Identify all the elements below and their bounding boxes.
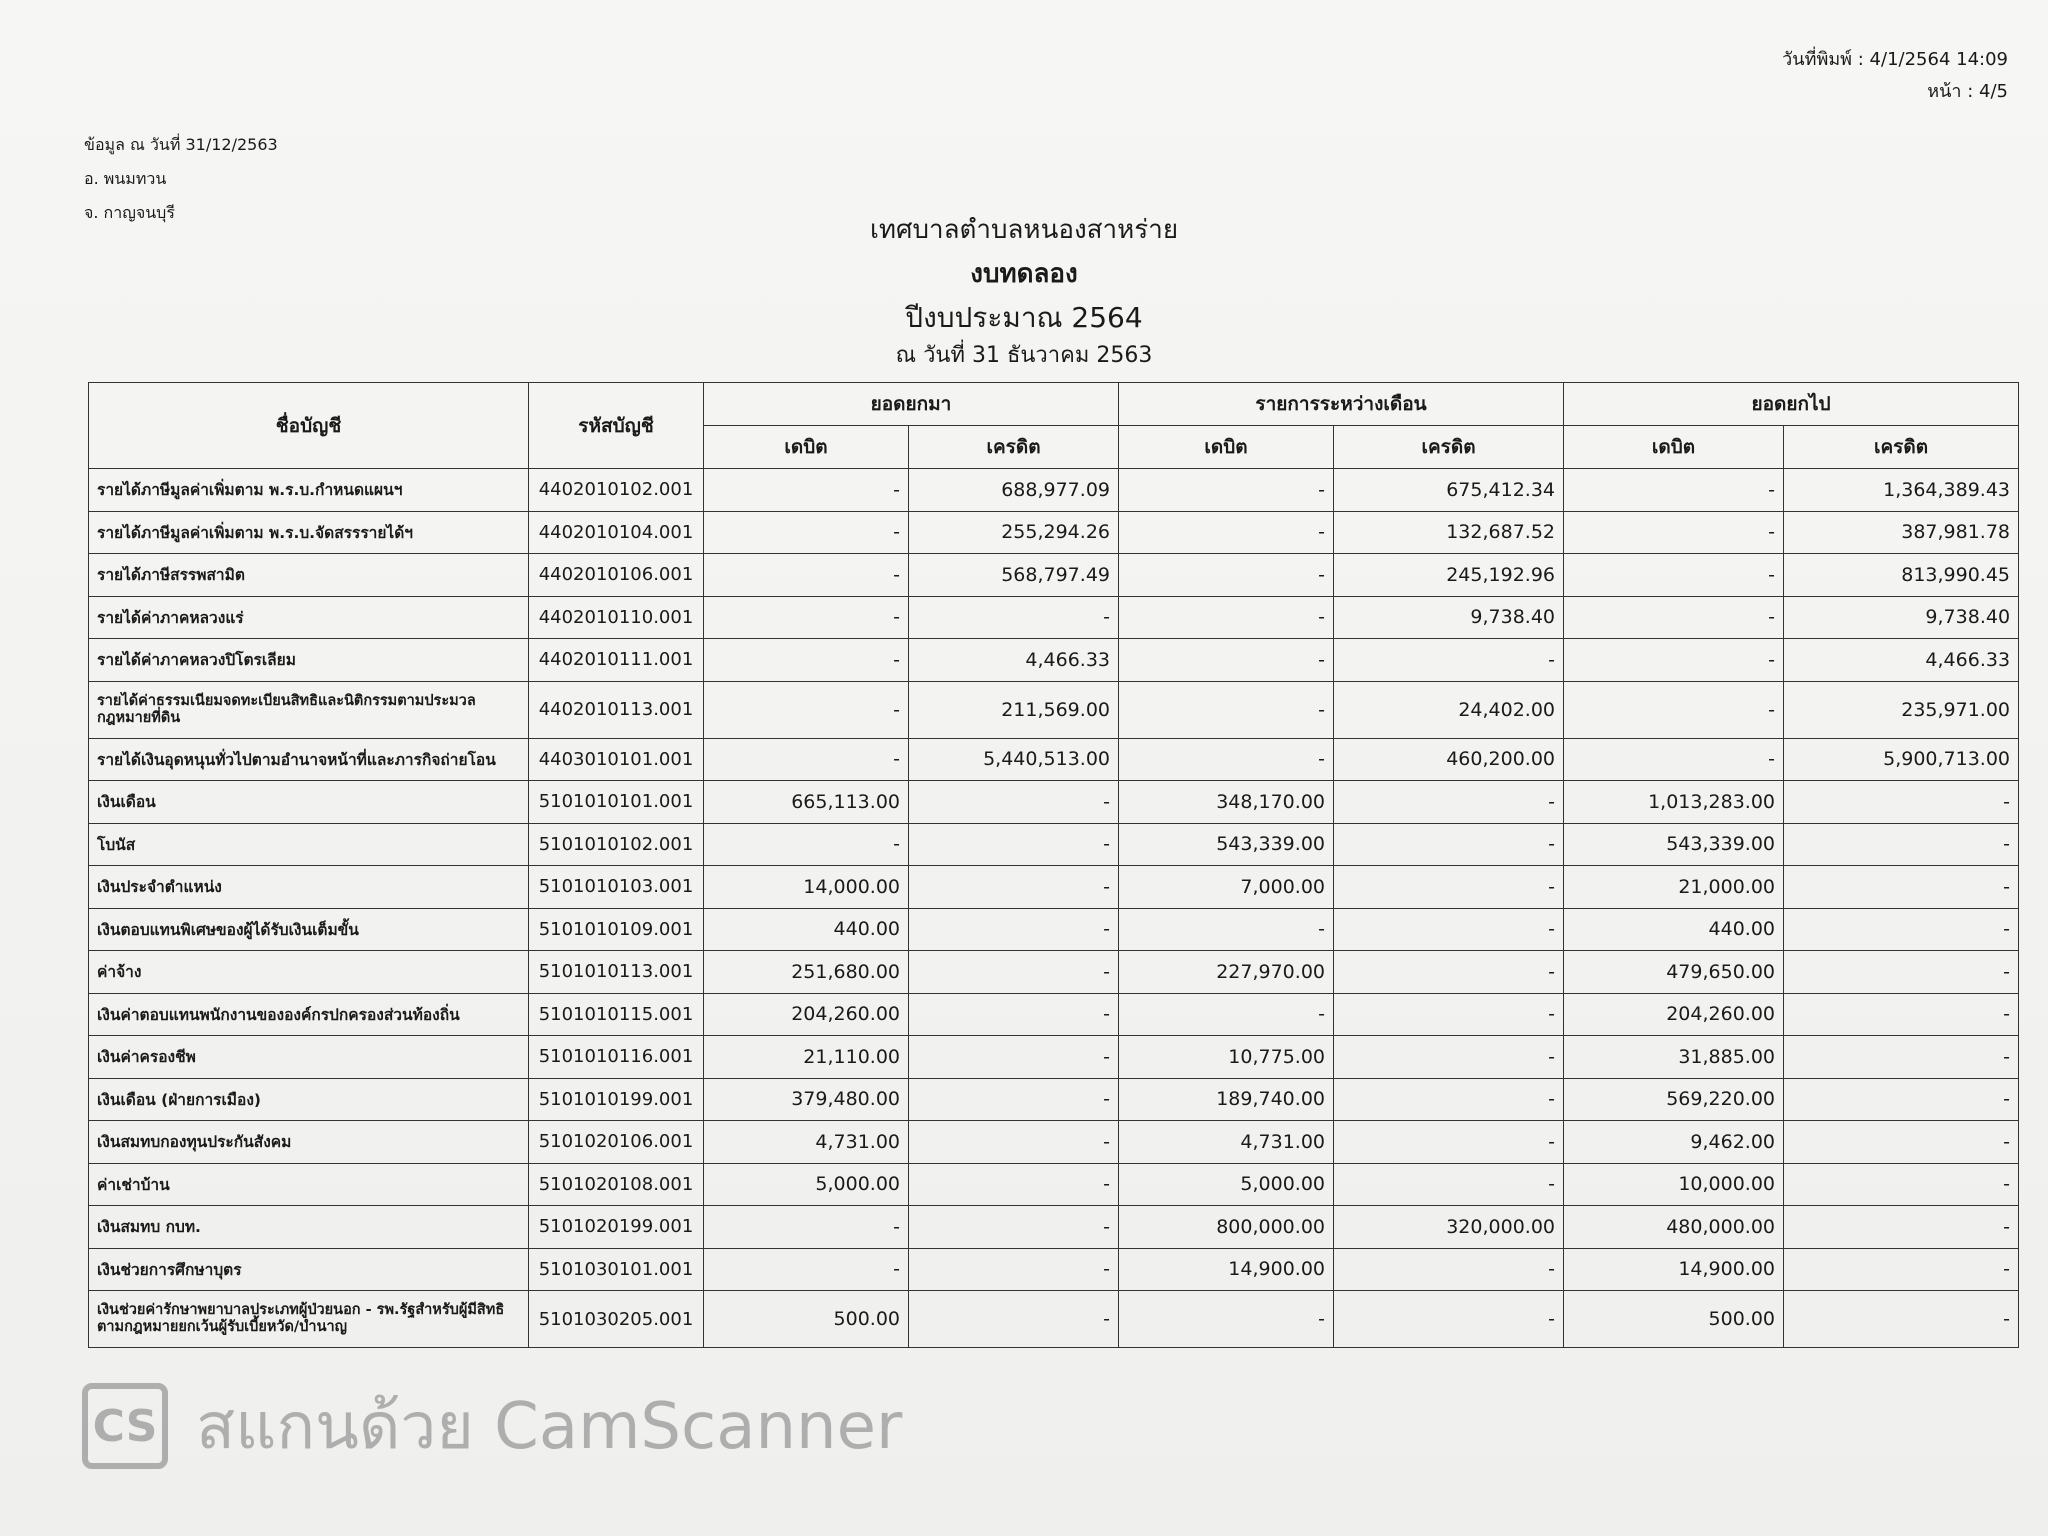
header-bf-credit: เครดิต bbox=[909, 426, 1119, 469]
month-debit-cell: 14,900.00 bbox=[1119, 1248, 1334, 1291]
cf-debit-cell: 14,900.00 bbox=[1564, 1248, 1784, 1291]
table-row bbox=[89, 866, 2019, 909]
cf-debit-cell: - bbox=[1564, 681, 1784, 738]
month-debit-cell: 800,000.00 bbox=[1119, 1206, 1334, 1249]
cf-credit-cell: - bbox=[1784, 1163, 2019, 1206]
cf-credit-cell: 813,990.45 bbox=[1784, 554, 2019, 597]
month-credit-cell: - bbox=[1334, 1078, 1564, 1121]
fiscal-year: ปีงบประมาณ 2564 bbox=[905, 301, 1143, 334]
cf-credit-cell: - bbox=[1784, 1121, 2019, 1164]
month-credit-cell: - bbox=[1334, 908, 1564, 951]
table-row bbox=[89, 1248, 2019, 1291]
cf-credit-cell: - bbox=[1784, 866, 2019, 909]
bf-debit-cell: - bbox=[704, 554, 909, 597]
account-code-cell: 5101010101.001 bbox=[529, 781, 704, 824]
month-credit-cell: - bbox=[1334, 1291, 1564, 1348]
month-debit-cell: - bbox=[1119, 511, 1334, 554]
month-credit-cell: 9,738.40 bbox=[1334, 596, 1564, 639]
table-row bbox=[89, 1036, 2019, 1079]
cf-credit-cell: - bbox=[1784, 951, 2019, 994]
table-row bbox=[89, 908, 2019, 951]
page-number: หน้า : 4/5 bbox=[1927, 81, 2008, 102]
account-name-cell: เงินช่วยการศึกษาบุตร bbox=[89, 1248, 529, 1291]
account-name-cell: เงินตอบแทนพิเศษของผู้ได้รับเงินเต็มขั้น bbox=[89, 908, 529, 951]
bf-debit-cell: - bbox=[704, 469, 909, 512]
as-of-date: ณ วันที่ 31 ธันวาคม 2563 bbox=[895, 343, 1153, 368]
account-code-cell: 4402010110.001 bbox=[529, 596, 704, 639]
account-code-cell: 4402010102.001 bbox=[529, 469, 704, 512]
cf-debit-cell: 21,000.00 bbox=[1564, 866, 1784, 909]
table-row bbox=[89, 1206, 2019, 1249]
month-credit-cell: - bbox=[1334, 781, 1564, 824]
bf-debit-cell: 204,260.00 bbox=[704, 993, 909, 1036]
month-credit-cell: 245,192.96 bbox=[1334, 554, 1564, 597]
month-credit-cell: - bbox=[1334, 639, 1564, 682]
table-row bbox=[89, 554, 2019, 597]
month-debit-cell: - bbox=[1119, 639, 1334, 682]
bf-debit-cell: 379,480.00 bbox=[704, 1078, 909, 1121]
month-credit-cell: 460,200.00 bbox=[1334, 738, 1564, 781]
account-name-cell: เงินเดือน (ฝ่ายการเมือง) bbox=[89, 1078, 529, 1121]
month-debit-cell: 5,000.00 bbox=[1119, 1163, 1334, 1206]
cf-credit-cell: - bbox=[1784, 1036, 2019, 1079]
month-credit-cell: - bbox=[1334, 1163, 1564, 1206]
header-brought-forward: ยอดยกมา bbox=[704, 383, 1119, 426]
account-code-cell: 5101030205.001 bbox=[529, 1291, 704, 1348]
table-row bbox=[89, 738, 2019, 781]
cf-debit-cell: 543,339.00 bbox=[1564, 823, 1784, 866]
cf-debit-cell: - bbox=[1564, 469, 1784, 512]
account-name-cell: เงินช่วยค่ารักษาพยาบาลประเภทผู้ป่วยนอก - รพ.รัฐสำหรับผู้มีสิทธิตามกฎหมายยกเว้นผู้รับเบี้ยหวัด/บำนาญ bbox=[89, 1291, 529, 1348]
month-debit-cell: - bbox=[1119, 993, 1334, 1036]
bf-credit-cell: 5,440,513.00 bbox=[909, 738, 1119, 781]
table-row bbox=[89, 469, 2019, 512]
cf-debit-cell: - bbox=[1564, 738, 1784, 781]
bf-debit-cell: - bbox=[704, 823, 909, 866]
cf-credit-cell: - bbox=[1784, 993, 2019, 1036]
bf-credit-cell: - bbox=[909, 866, 1119, 909]
bf-credit-cell: - bbox=[909, 951, 1119, 994]
month-debit-cell: 348,170.00 bbox=[1119, 781, 1334, 824]
month-debit-cell: 227,970.00 bbox=[1119, 951, 1334, 994]
cf-debit-cell: 1,013,283.00 bbox=[1564, 781, 1784, 824]
account-code-cell: 5101030101.001 bbox=[529, 1248, 704, 1291]
bf-debit-cell: 440.00 bbox=[704, 908, 909, 951]
doc-name: งบทดลอง bbox=[970, 259, 1078, 289]
cf-credit-cell: - bbox=[1784, 1206, 2019, 1249]
bf-credit-cell: - bbox=[909, 781, 1119, 824]
table-row bbox=[89, 596, 2019, 639]
table-row bbox=[89, 681, 2019, 738]
account-code-cell: 4402010111.001 bbox=[529, 639, 704, 682]
cf-debit-cell: - bbox=[1564, 511, 1784, 554]
account-code-cell: 5101020199.001 bbox=[529, 1206, 704, 1249]
table-row bbox=[89, 1121, 2019, 1164]
cf-debit-cell: 500.00 bbox=[1564, 1291, 1784, 1348]
account-name-cell: รายได้ค่าภาคหลวงแร่ bbox=[89, 596, 529, 639]
month-credit-cell: 675,412.34 bbox=[1334, 469, 1564, 512]
bf-debit-cell: 4,731.00 bbox=[704, 1121, 909, 1164]
table-row bbox=[89, 1163, 2019, 1206]
bf-debit-cell: 500.00 bbox=[704, 1291, 909, 1348]
bf-credit-cell: - bbox=[909, 1206, 1119, 1249]
header-account-code: รหัสบัญชี bbox=[529, 383, 704, 469]
month-debit-cell: - bbox=[1119, 596, 1334, 639]
bf-credit-cell: 688,977.09 bbox=[909, 469, 1119, 512]
account-code-cell: 4403010101.001 bbox=[529, 738, 704, 781]
document-title bbox=[0, 208, 2048, 372]
bf-credit-cell: - bbox=[909, 1291, 1119, 1348]
cf-credit-cell: - bbox=[1784, 1248, 2019, 1291]
account-name-cell: เงินค่าครองชีพ bbox=[89, 1036, 529, 1079]
cf-debit-cell: - bbox=[1564, 596, 1784, 639]
header-m-debit: เดบิต bbox=[1119, 426, 1334, 469]
account-name-cell: เงินเดือน bbox=[89, 781, 529, 824]
month-credit-cell: 320,000.00 bbox=[1334, 1206, 1564, 1249]
bf-credit-cell: - bbox=[909, 1078, 1119, 1121]
month-credit-cell: - bbox=[1334, 823, 1564, 866]
cf-credit-cell: - bbox=[1784, 1291, 2019, 1348]
month-debit-cell: 4,731.00 bbox=[1119, 1121, 1334, 1164]
account-code-cell: 4402010113.001 bbox=[529, 681, 704, 738]
month-debit-cell: - bbox=[1119, 738, 1334, 781]
account-name-cell: เงินสมทบกองทุนประกันสังคม bbox=[89, 1121, 529, 1164]
cf-debit-cell: 480,000.00 bbox=[1564, 1206, 1784, 1249]
month-debit-cell: 543,339.00 bbox=[1119, 823, 1334, 866]
bf-debit-cell: 665,113.00 bbox=[704, 781, 909, 824]
account-name-cell: รายได้ค่าภาคหลวงปิโตรเลียม bbox=[89, 639, 529, 682]
bf-debit-cell: - bbox=[704, 511, 909, 554]
trial-balance-table bbox=[88, 382, 2019, 1348]
cf-credit-cell: 9,738.40 bbox=[1784, 596, 2019, 639]
bf-credit-cell: - bbox=[909, 596, 1119, 639]
account-name-cell: โบนัส bbox=[89, 823, 529, 866]
table-row bbox=[89, 1078, 2019, 1121]
month-credit-cell: - bbox=[1334, 866, 1564, 909]
camscanner-logo-icon: CS bbox=[82, 1383, 168, 1469]
header-cf-credit: เครดิต bbox=[1784, 426, 2019, 469]
camscanner-watermark bbox=[82, 1375, 902, 1477]
account-name-cell: ค่าจ้าง bbox=[89, 951, 529, 994]
month-debit-cell: 7,000.00 bbox=[1119, 866, 1334, 909]
header-carried-forward: ยอดยกไป bbox=[1564, 383, 2019, 426]
header-account-name: ชื่อบัญชี bbox=[89, 383, 529, 469]
month-credit-cell: - bbox=[1334, 1248, 1564, 1291]
bf-credit-cell: - bbox=[909, 1248, 1119, 1291]
account-name-cell: เงินประจำตำแหน่ง bbox=[89, 866, 529, 909]
cf-credit-cell: 5,900,713.00 bbox=[1784, 738, 2019, 781]
table-row bbox=[89, 951, 2019, 994]
cf-debit-cell: - bbox=[1564, 554, 1784, 597]
account-code-cell: 5101010113.001 bbox=[529, 951, 704, 994]
month-debit-cell: 10,775.00 bbox=[1119, 1036, 1334, 1079]
account-code-cell: 5101020108.001 bbox=[529, 1163, 704, 1206]
bf-credit-cell: - bbox=[909, 908, 1119, 951]
table-row bbox=[89, 639, 2019, 682]
bf-debit-cell: - bbox=[704, 1248, 909, 1291]
cf-credit-cell: 387,981.78 bbox=[1784, 511, 2019, 554]
bf-debit-cell: 5,000.00 bbox=[704, 1163, 909, 1206]
cf-credit-cell: - bbox=[1784, 1078, 2019, 1121]
print-info bbox=[1782, 44, 2008, 108]
table-body bbox=[89, 469, 2019, 1348]
header-cf-debit: เดบิต bbox=[1564, 426, 1784, 469]
bf-credit-cell: 211,569.00 bbox=[909, 681, 1119, 738]
cf-credit-cell: - bbox=[1784, 781, 2019, 824]
month-debit-cell: - bbox=[1119, 469, 1334, 512]
cf-credit-cell: - bbox=[1784, 823, 2019, 866]
month-credit-cell: - bbox=[1334, 1121, 1564, 1164]
month-debit-cell: 189,740.00 bbox=[1119, 1078, 1334, 1121]
bf-debit-cell: - bbox=[704, 738, 909, 781]
province: จ. กาญจนบุรี bbox=[84, 203, 175, 222]
cf-credit-cell: - bbox=[1784, 908, 2019, 951]
print-date: วันที่พิมพ์ : 4/1/2564 14:09 bbox=[1782, 49, 2008, 70]
account-code-cell: 4402010104.001 bbox=[529, 511, 704, 554]
cf-credit-cell: 1,364,389.43 bbox=[1784, 469, 2019, 512]
bf-debit-cell: - bbox=[704, 596, 909, 639]
org-name: เทศบาลตำบลหนองสาหร่าย bbox=[869, 215, 1179, 245]
cf-debit-cell: 569,220.00 bbox=[1564, 1078, 1784, 1121]
account-name-cell: ค่าเช่าบ้าน bbox=[89, 1163, 529, 1206]
month-credit-cell: 24,402.00 bbox=[1334, 681, 1564, 738]
cf-debit-cell: 9,462.00 bbox=[1564, 1121, 1784, 1164]
data-date: ข้อมูล ณ วันที่ 31/12/2563 bbox=[84, 135, 278, 154]
month-credit-cell: - bbox=[1334, 951, 1564, 994]
month-credit-cell: 132,687.52 bbox=[1334, 511, 1564, 554]
bf-credit-cell: 4,466.33 bbox=[909, 639, 1119, 682]
cf-debit-cell: - bbox=[1564, 639, 1784, 682]
cf-debit-cell: 204,260.00 bbox=[1564, 993, 1784, 1036]
bf-credit-cell: 568,797.49 bbox=[909, 554, 1119, 597]
month-debit-cell: - bbox=[1119, 1291, 1334, 1348]
trial-balance-table-wrap bbox=[88, 382, 2018, 1348]
month-debit-cell: - bbox=[1119, 554, 1334, 597]
account-code-cell: 5101010116.001 bbox=[529, 1036, 704, 1079]
cf-debit-cell: 10,000.00 bbox=[1564, 1163, 1784, 1206]
header-bf-debit: เดบิต bbox=[704, 426, 909, 469]
account-code-cell: 5101010115.001 bbox=[529, 993, 704, 1036]
header-during-month: รายการระหว่างเดือน bbox=[1119, 383, 1564, 426]
bf-credit-cell: 255,294.26 bbox=[909, 511, 1119, 554]
table-row bbox=[89, 993, 2019, 1036]
table-row bbox=[89, 1291, 2019, 1348]
cf-debit-cell: 31,885.00 bbox=[1564, 1036, 1784, 1079]
table-row bbox=[89, 781, 2019, 824]
account-name-cell: รายได้เงินอุดหนุนทั่วไปตามอำนาจหน้าที่และภารกิจถ่ายโอน bbox=[89, 738, 529, 781]
cf-credit-cell: 235,971.00 bbox=[1784, 681, 2019, 738]
account-name-cell: รายได้ค่าธรรมเนียมจดทะเบียนสิทธิและนิติกรรมตามประมวลกฎหมายที่ดิน bbox=[89, 681, 529, 738]
bf-debit-cell: - bbox=[704, 681, 909, 738]
account-code-cell: 5101010103.001 bbox=[529, 866, 704, 909]
bf-debit-cell: 14,000.00 bbox=[704, 866, 909, 909]
account-name-cell: รายได้ภาษีมูลค่าเพิ่มตาม พ.ร.บ.กำหนดแผนฯ bbox=[89, 469, 529, 512]
watermark-text: สแกนด้วย CamScanner bbox=[196, 1390, 903, 1464]
table-row bbox=[89, 511, 2019, 554]
cf-credit-cell: 4,466.33 bbox=[1784, 639, 2019, 682]
account-code-cell: 5101010109.001 bbox=[529, 908, 704, 951]
month-credit-cell: - bbox=[1334, 993, 1564, 1036]
bf-credit-cell: - bbox=[909, 823, 1119, 866]
month-credit-cell: - bbox=[1334, 1036, 1564, 1079]
header-m-credit: เครดิต bbox=[1334, 426, 1564, 469]
bf-debit-cell: 21,110.00 bbox=[704, 1036, 909, 1079]
account-code-cell: 4402010106.001 bbox=[529, 554, 704, 597]
account-name-cell: รายได้ภาษีสรรพสามิต bbox=[89, 554, 529, 597]
bf-debit-cell: 251,680.00 bbox=[704, 951, 909, 994]
account-name-cell: เงินค่าตอบแทนพนักงานขององค์กรปกครองส่วนท้องถิ่น bbox=[89, 993, 529, 1036]
account-code-cell: 5101020106.001 bbox=[529, 1121, 704, 1164]
bf-credit-cell: - bbox=[909, 1036, 1119, 1079]
district: อ. พนมทวน bbox=[84, 169, 167, 188]
table-row bbox=[89, 823, 2019, 866]
month-debit-cell: - bbox=[1119, 908, 1334, 951]
account-name-cell: เงินสมทบ กบท. bbox=[89, 1206, 529, 1249]
account-code-cell: 5101010199.001 bbox=[529, 1078, 704, 1121]
month-debit-cell: - bbox=[1119, 681, 1334, 738]
account-code-cell: 5101010102.001 bbox=[529, 823, 704, 866]
cf-debit-cell: 440.00 bbox=[1564, 908, 1784, 951]
account-name-cell: รายได้ภาษีมูลค่าเพิ่มตาม พ.ร.บ.จัดสรรรายได้ฯ bbox=[89, 511, 529, 554]
bf-debit-cell: - bbox=[704, 639, 909, 682]
cf-debit-cell: 479,650.00 bbox=[1564, 951, 1784, 994]
bf-credit-cell: - bbox=[909, 993, 1119, 1036]
bf-credit-cell: - bbox=[909, 1163, 1119, 1206]
bf-debit-cell: - bbox=[704, 1206, 909, 1249]
bf-credit-cell: - bbox=[909, 1121, 1119, 1164]
